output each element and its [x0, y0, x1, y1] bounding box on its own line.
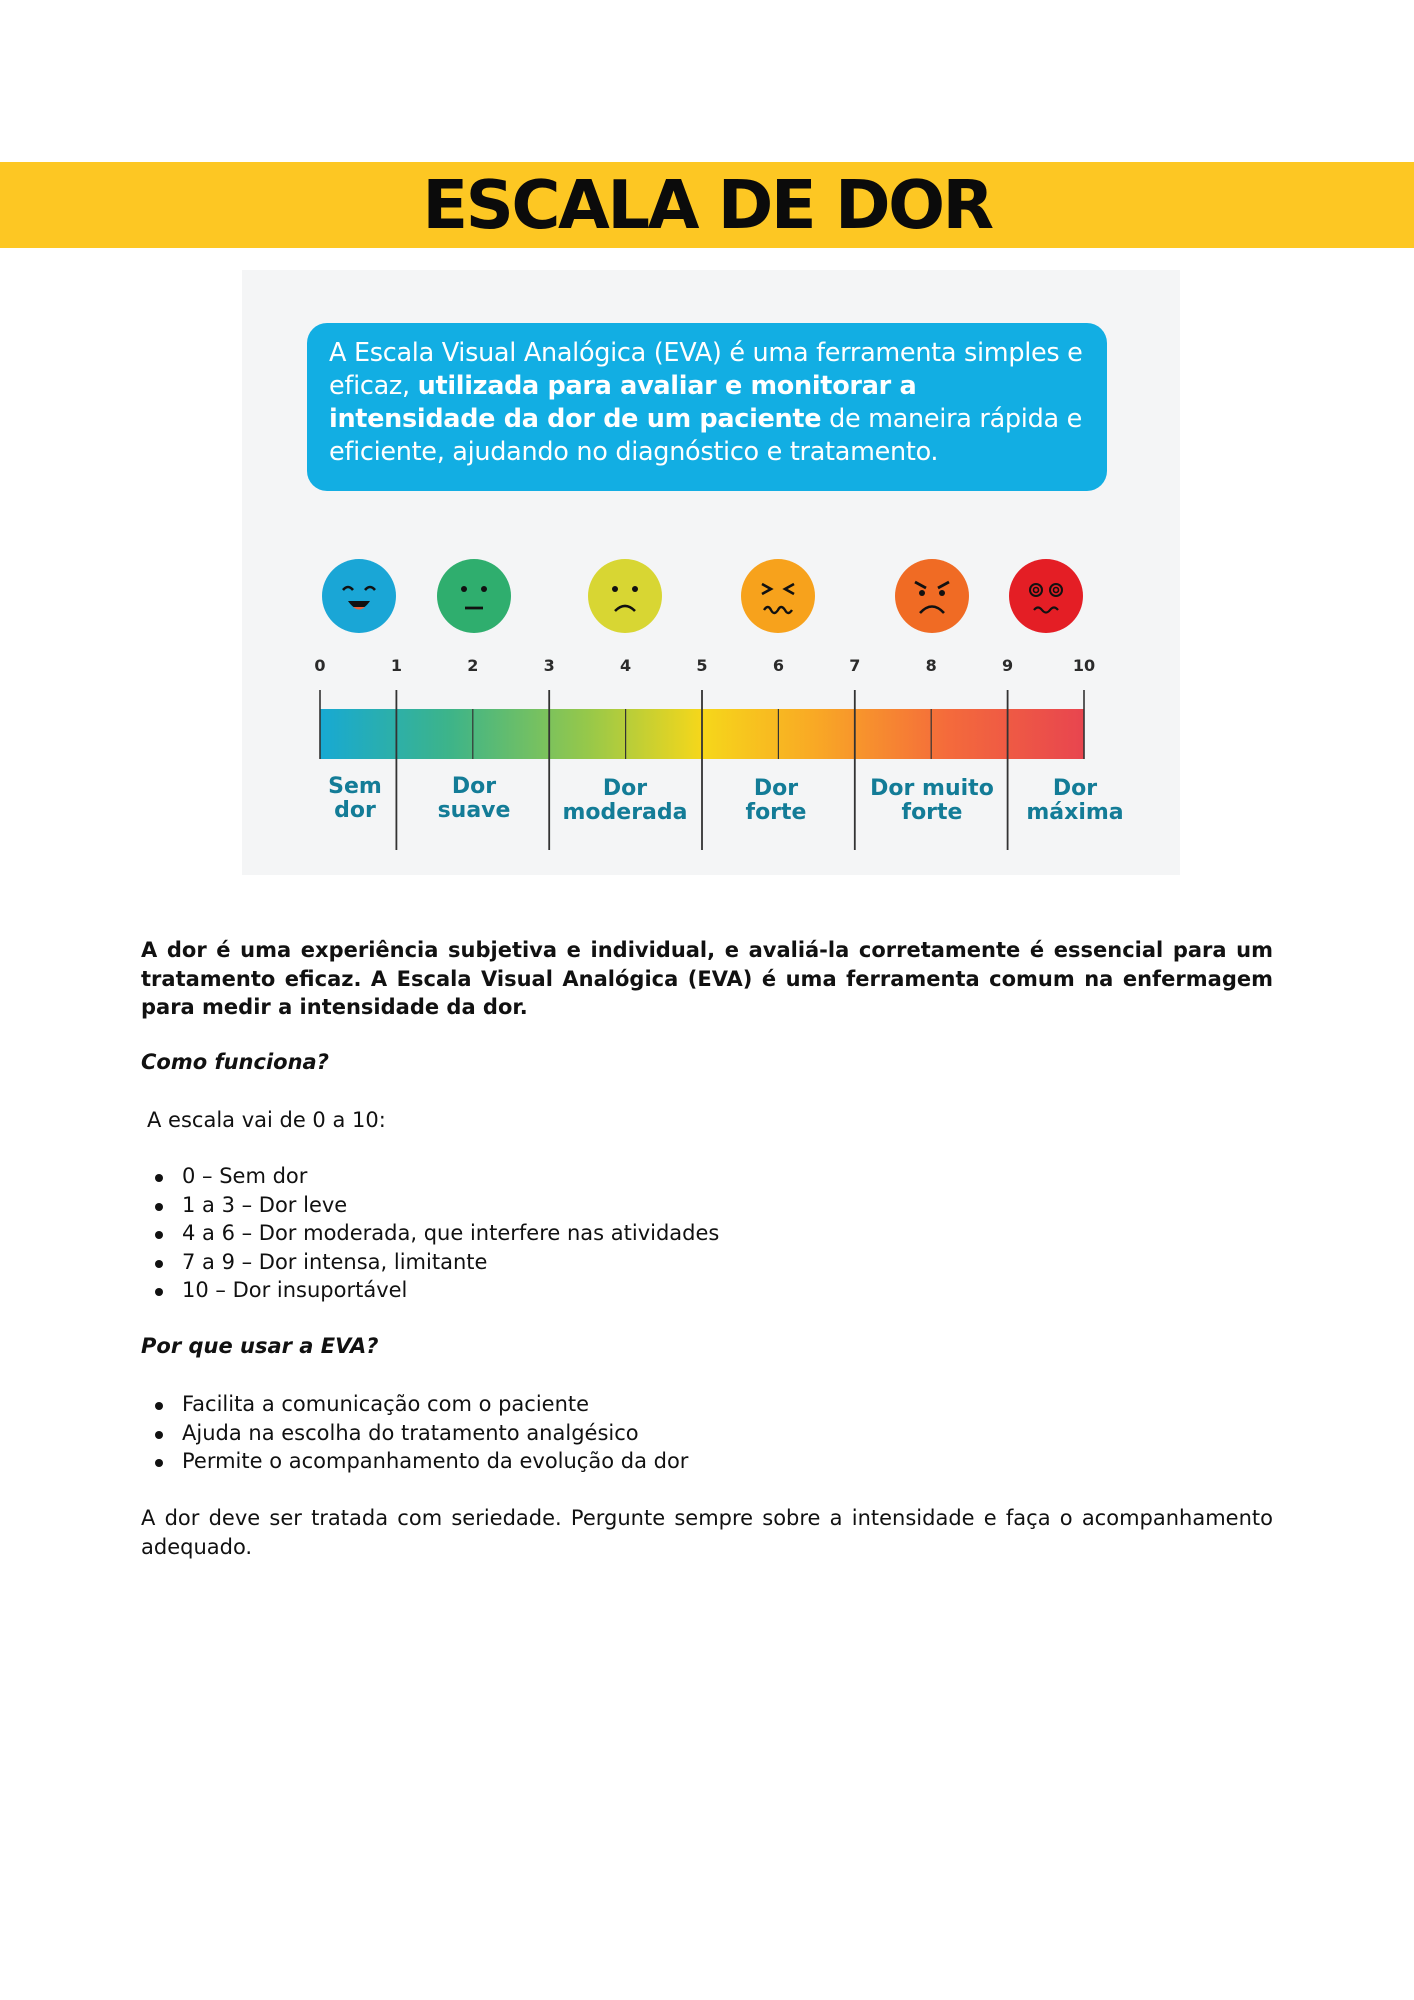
list-item: 1 a 3 – Dor leve: [141, 1191, 1273, 1220]
eva-description-emphasis: utilizada para avaliar e monitorar a intensidade da dor de um paciente: [329, 371, 917, 434]
label-dor-suave: Dor suave: [437, 774, 511, 823]
eva-description-text: A Escala Visual Analógica (EVA) é uma ferramenta simples e eficaz,: [329, 338, 1083, 401]
label-dor-muito-forte: Dor muito forte: [870, 776, 994, 825]
list-item: Facilita a comunicação com o paciente: [141, 1390, 1273, 1419]
sad-face-icon: [588, 559, 662, 633]
scale-number: 1: [390, 656, 402, 675]
grimacing-face-icon: [741, 559, 815, 633]
label-dor-maxima: Dor máxima: [1026, 776, 1124, 825]
scale-range-text: A escala vai de 0 a 10:: [147, 1108, 386, 1132]
scale-number: 5: [696, 656, 708, 675]
scale-number: 8: [925, 656, 937, 675]
angry-face-icon: [895, 559, 969, 633]
list-item: 0 – Sem dor: [141, 1162, 1273, 1191]
neutral-face-icon: [437, 559, 511, 633]
scale-number: 3: [543, 656, 555, 675]
scale-number: 0: [314, 656, 326, 675]
page-title: ESCALA DE DOR: [422, 165, 992, 244]
closing-paragraph: A dor deve ser tratada com seriedade. Pergunte sempre sobre a intensidade e faça o acompanhamento adequado.: [141, 1506, 1273, 1559]
label-sem-dor: Sem dor: [328, 774, 382, 823]
scale-number: 9: [1002, 656, 1014, 675]
dizzy-face-icon: [1009, 559, 1083, 633]
list-item: 4 a 6 – Dor moderada, que interfere nas atividades: [141, 1219, 1273, 1248]
scale-number: 10: [1072, 656, 1096, 675]
list-item: 10 – Dor insuportável: [141, 1276, 1273, 1305]
section-heading-how-it-works: Como funciona?: [141, 1050, 329, 1074]
title-banner: [0, 162, 1414, 248]
label-dor-forte: Dor forte: [745, 776, 807, 825]
label-dor-moderada: Dor moderada: [562, 776, 688, 825]
pain-scale-infographic: [242, 270, 1180, 875]
intro-paragraph: A dor é uma experiência subjetiva e individual, e avaliá-la corretamente é essencial para um tratamento eficaz. A Escala Visual Analógica (EVA) é uma ferramenta comum na enfermagem para medir a intensidade da dor.: [141, 938, 1273, 1019]
eva-description-text-end: de maneira rápida e eficiente, ajudando no diagnóstico e tratamento.: [329, 404, 1082, 467]
list-item: Permite o acompanhamento da evolução da dor: [141, 1447, 1273, 1476]
reasons-list: [141, 1390, 1273, 1476]
scale-levels-list: [141, 1162, 1273, 1305]
scale-number: 7: [849, 656, 861, 675]
list-item: 7 a 9 – Dor intensa, limitante: [141, 1248, 1273, 1277]
scale-number: 6: [772, 656, 784, 675]
list-item: Ajuda na escolha do tratamento analgésico: [141, 1419, 1273, 1448]
happy-face-icon: [322, 559, 396, 633]
scale-number: 2: [467, 656, 479, 675]
section-heading-why-use: Por que usar a EVA?: [141, 1334, 379, 1358]
scale-number: 4: [620, 656, 632, 675]
